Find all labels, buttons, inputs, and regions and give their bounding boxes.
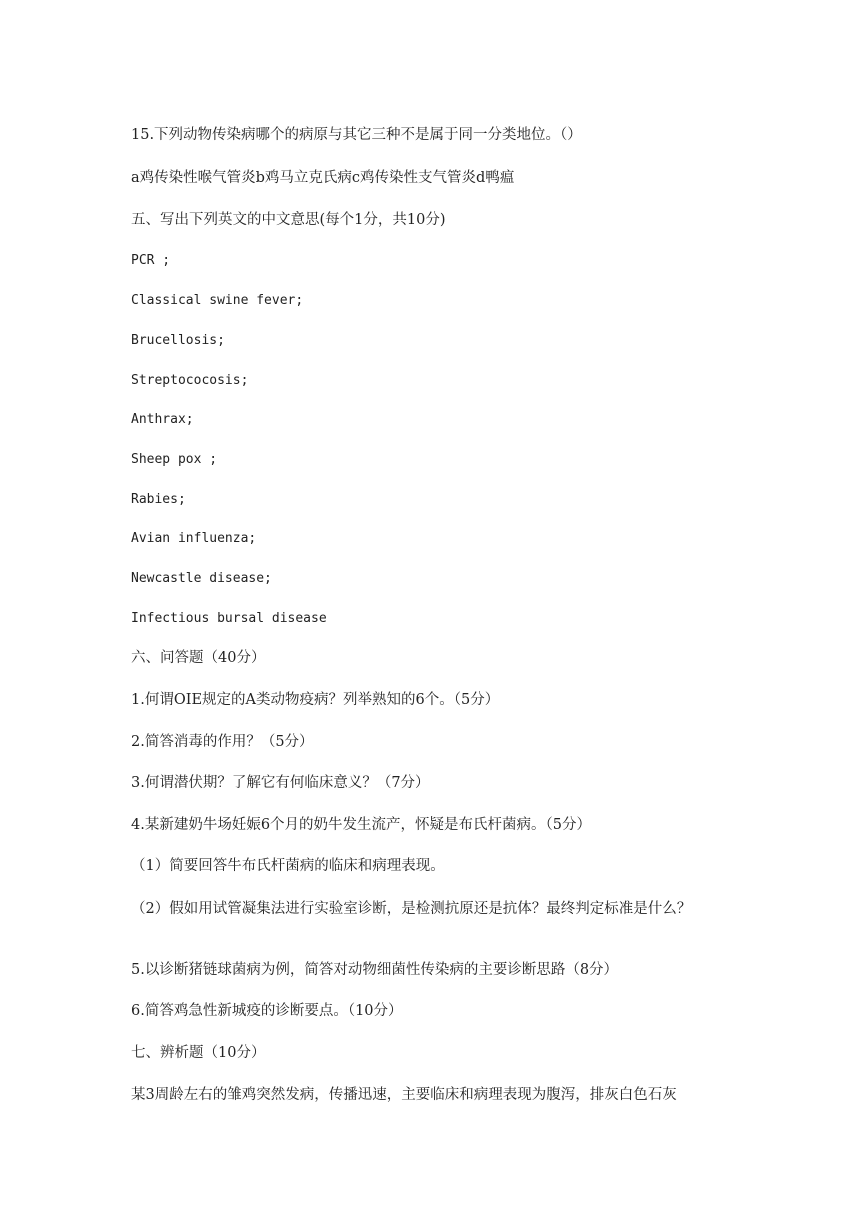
question-6-4: 4.某新建奶牛场妊娠6个月的奶牛发生流产，怀疑是布氏杆菌病。（5分） [131, 817, 592, 833]
section-7-title: 七、辨析题（10分） [131, 1045, 266, 1061]
term-item: Infectious bursal disease [131, 611, 327, 626]
question-15-options: a鸡传染性喉气管炎b鸡马立克氏病c鸡传染性支气管炎d鸭瘟 [131, 170, 515, 186]
term-item: Avian influenza; [131, 531, 257, 546]
question-15: 15.下列动物传染病哪个的病原与其它三种不是属于同一分类地位。（） [131, 127, 582, 143]
term-item: Anthrax; [131, 412, 194, 427]
question-6-2: 2.简答消毒的作用？（5分） [131, 734, 314, 750]
question-6-1: 1.何谓OIE规定的A类动物疫病？列举熟知的6个。（5分） [131, 692, 500, 708]
section-7-text: 某3周龄左右的雏鸡突然发病，传播迅速，主要临床和病理表现为腹泻，排灰白色石灰 [131, 1087, 677, 1103]
term-item: Newcastle disease; [131, 571, 272, 586]
question-6-6: 6.简答鸡急性新城疫的诊断要点。（10分） [131, 1003, 403, 1019]
question-6-5: 5.以诊断猪链球菌病为例，简答对动物细菌性传染病的主要诊断思路（8分） [131, 962, 619, 978]
section-5-title: 五、写出下列英文的中文意思(每个1分，共10分) [131, 212, 446, 228]
section-6-title: 六、问答题（40分） [131, 650, 266, 666]
term-item: Rabies; [131, 492, 186, 507]
term-item: PCR ; [131, 253, 171, 268]
question-6-4-sub-2: （2）假如用试管凝集法进行实验室诊断，是检测抗原还是抗体？最终判定标准是什么？ [131, 901, 692, 917]
question-6-3: 3.何谓潜伏期？了解它有何临床意义？（7分） [131, 775, 430, 791]
question-6-4-sub-1: （1）简要回答牛布氏杆菌病的临床和病理表现。 [131, 858, 445, 874]
term-item: Sheep pox ; [131, 452, 218, 467]
term-item: Brucellosis; [131, 333, 225, 348]
term-item: Classical swine fever; [131, 293, 304, 308]
term-item: Streptococosis; [131, 373, 249, 388]
